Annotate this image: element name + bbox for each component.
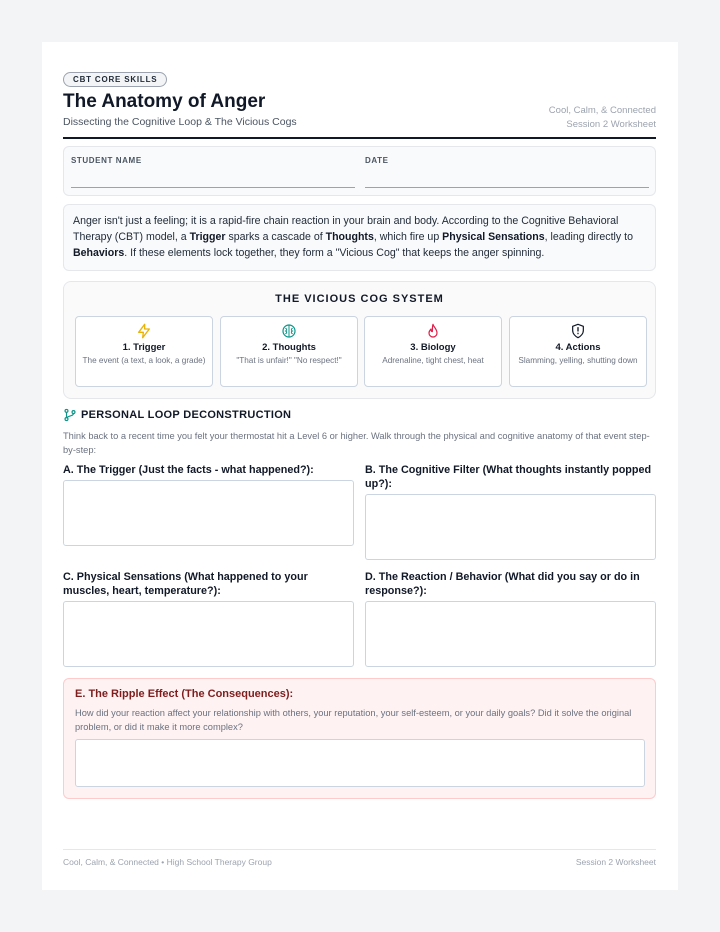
- shield-icon: [570, 323, 586, 339]
- cog-card-desc: Adrenaline, tight chest, heat: [382, 356, 484, 365]
- loop-section-description: Think back to a recent time you felt your thermostat hit a Level 6 or higher. Walk through the physical and cognitive anatomy of that event step-by-step:: [63, 431, 650, 455]
- date-field[interactable]: [365, 187, 649, 188]
- brain-icon: [281, 323, 297, 339]
- lightning-icon: [136, 323, 152, 339]
- header-divider: [63, 137, 656, 139]
- intro-text: sparks a cascade of: [225, 231, 326, 243]
- category-badge: CBT CORE SKILLS: [63, 72, 167, 87]
- question-d-answer-box[interactable]: [365, 601, 656, 667]
- ripple-effect-answer-box[interactable]: [75, 739, 645, 787]
- intro-bold-trigger: Trigger: [189, 231, 226, 243]
- intro-bold-thoughts: Thoughts: [325, 231, 374, 243]
- git-branch-icon: [63, 408, 77, 422]
- cog-card-name: 3. Biology: [410, 342, 456, 353]
- question-b-answer-box[interactable]: [365, 494, 656, 560]
- intro-text: , which fire up: [373, 231, 443, 243]
- ripple-effect-title: E. The Ripple Effect (The Consequences):: [75, 688, 294, 700]
- vicious-cog-panel: [63, 281, 656, 399]
- intro-bold-sensations: Physical Sensations: [442, 231, 545, 243]
- question-c-label: C. Physical Sensations (What happened to your muscles, heart, temperature?):: [63, 571, 308, 597]
- intro-bold-behaviors: Behaviors: [73, 247, 125, 259]
- worksheet-content: [63, 69, 656, 867]
- cog-card-name: 1. Trigger: [122, 342, 166, 353]
- footer-session: Session 2 Worksheet: [575, 857, 656, 867]
- student-info-box: [63, 146, 656, 196]
- footer-program: Cool, Calm, & Connected • High School Therapy Group: [63, 857, 272, 867]
- program-name: Cool, Calm, & Connected: [548, 105, 656, 116]
- question-c-answer-box[interactable]: [63, 601, 354, 667]
- cog-card-name: 4. Actions: [555, 342, 601, 353]
- header-meta: [549, 104, 656, 132]
- cog-card-desc: The event (a text, a look, a grade): [82, 356, 206, 365]
- question-b-label: B. The Cognitive Filter (What thoughts instantly popped up?):: [365, 464, 652, 490]
- question-a-label: A. The Trigger (Just the facts - what happened?):: [63, 464, 314, 476]
- page-subtitle: Dissecting the Cognitive Loop & The Vicious Cogs: [63, 116, 297, 128]
- intro-text: . If these elements lock together, they form a "Vicious Cog" that keeps the anger spinning.: [124, 247, 545, 259]
- ripple-effect-box: [63, 678, 656, 799]
- cog-card-biology: [364, 316, 502, 387]
- date-label: DATE: [365, 156, 389, 165]
- loop-section-title: PERSONAL LOOP DECONSTRUCTION: [81, 409, 292, 421]
- student-name-label: STUDENT NAME: [71, 156, 142, 165]
- loop-section-header: [63, 407, 291, 423]
- ripple-effect-description: How did your reaction affect your relationship with others, your reputation, your self-esteem, or your daily goals? Did it solve the original problem, or did it make it more complex?: [75, 708, 632, 732]
- cog-card-desc: "That is unfair!" "No respect!": [236, 356, 342, 365]
- question-a-answer-box[interactable]: [63, 480, 354, 546]
- intro-paragraph: [63, 204, 656, 271]
- flame-icon: [425, 323, 441, 339]
- cog-system-title: THE VICIOUS COG SYSTEM: [275, 293, 444, 305]
- cog-card-trigger: [75, 316, 213, 387]
- cog-card-thoughts: [220, 316, 358, 387]
- student-name-field[interactable]: [71, 187, 355, 188]
- worksheet-page: [42, 42, 678, 890]
- question-d-label: D. The Reaction / Behavior (What did you say or do in response?):: [365, 571, 640, 597]
- page-title: The Anatomy of Anger: [63, 91, 266, 112]
- cog-card-name: 2. Thoughts: [262, 342, 316, 353]
- footer-divider: [63, 849, 656, 850]
- cog-card-desc: Slamming, yelling, shutting down: [518, 356, 638, 365]
- session-label: Session 2 Worksheet: [566, 119, 656, 130]
- intro-text: , leading directly to: [544, 231, 633, 243]
- intro-text: Anger isn't just a feeling; it is a rapid-fire chain reaction in your brain and body. According to the Cognitive Behavioral Therapy (CBT) model, a: [73, 215, 619, 243]
- cog-card-actions: [509, 316, 647, 387]
